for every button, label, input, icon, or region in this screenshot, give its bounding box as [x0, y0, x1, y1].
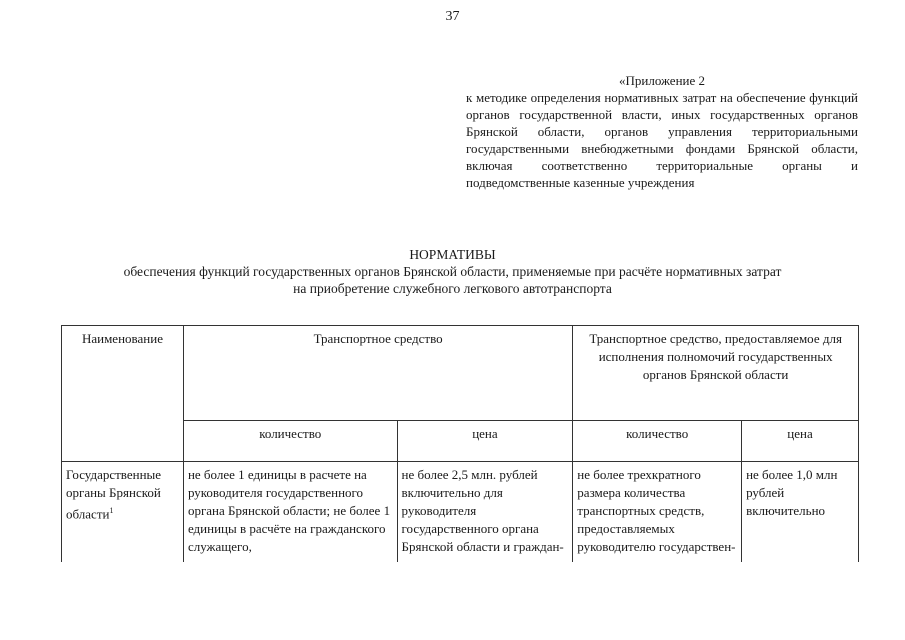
- table-header-row: [62, 326, 859, 421]
- row-name-footnote: 1: [109, 506, 114, 515]
- row-powers-quantity: не более трехкратного размера количества транспортных средств, предоставляемых руководителю государствен-: [573, 462, 742, 563]
- heading-line-1: обеспечения функций государственных органов Брянской области, применяемые при расчёте нормативных затрат: [123, 264, 782, 279]
- subheader-vehicle-price: цена: [397, 421, 573, 462]
- document-heading: [0, 246, 905, 297]
- annex-block: [466, 72, 858, 191]
- header-name: Наименование: [62, 326, 184, 462]
- subheader-powers-price: цена: [742, 421, 859, 462]
- subheader-vehicle-quantity: количество: [183, 421, 397, 462]
- heading-title: НОРМАТИВЫ: [409, 247, 496, 262]
- page-number: 37: [445, 9, 460, 24]
- row-powers-price: не более 1,0 млн рублей включительно: [742, 462, 859, 563]
- subheader-powers-quantity: количество: [573, 421, 742, 462]
- row-vehicle-price: не более 2,5 млн. рублей включительно для руководителя государственного органа Брянской области и граждан-: [397, 462, 573, 563]
- norms-table: [61, 325, 859, 562]
- row-name-cell: [62, 462, 184, 563]
- heading-line-2: на приобретение служебного легкового автотранспорта: [293, 281, 612, 296]
- annex-body: к методике определения нормативных затрат на обеспечение функций органов государственной власти, иных государственных органов Брянской области, органов управления территориальными государственными внебюджетными фондами Брянской области, включая соответственно территориальные органы и подведомственные казенные учреждения: [466, 90, 858, 190]
- row-name: Государственные органы Брянской области: [66, 467, 162, 522]
- table-row: [62, 462, 859, 563]
- annex-title: «Приложение 2: [618, 73, 706, 88]
- header-vehicle: Транспортное средство: [183, 326, 572, 421]
- row-vehicle-quantity: не более 1 единицы в расчете на руководителя государственного органа Брянской области; не более 1 единицы в расчёте на гражданского служащего,: [183, 462, 397, 563]
- header-vehicle-powers: Транспортное средство, предоставляемое для исполнения полномочий государственных органов Брянской области: [573, 326, 859, 421]
